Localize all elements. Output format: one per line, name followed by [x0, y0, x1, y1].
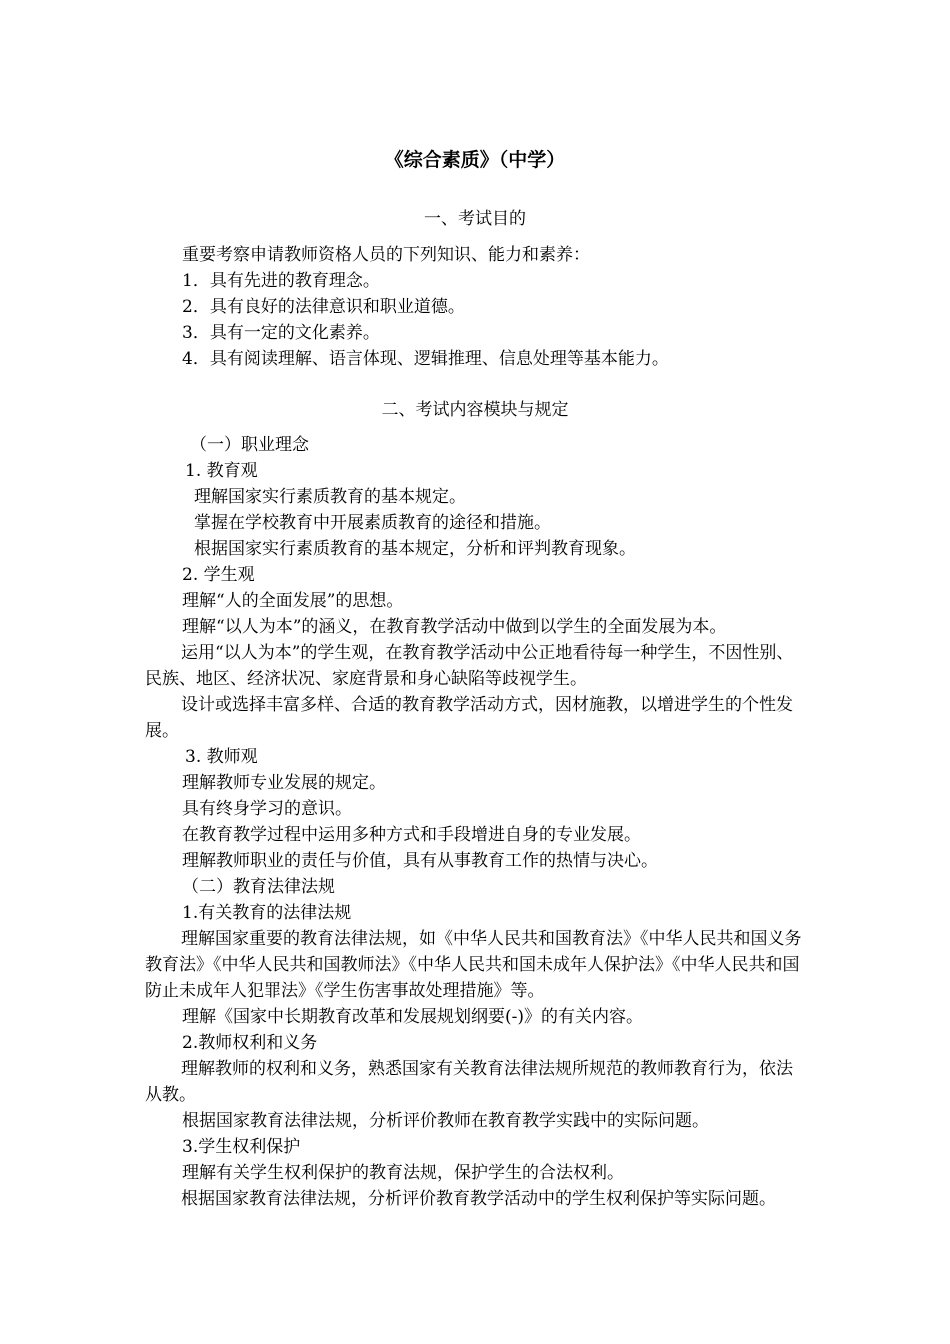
part2-sub1-paragraph-1: 理解国家重要的教育法律法规，如《中华人民共和国教育法》《中华人民共和国义务教育法》《中华人民共和国教师法》《中华人民共和国未成年人保护法》《中华人民共和国防止未成年人犯罪法》《学生伤害事故处理措施》等。 — [145, 929, 802, 1001]
part2-sub1-heading: 1.有关教育的法律法规 — [182, 903, 352, 923]
section1-item-1: 1．具有先进的教育理念。 — [182, 271, 380, 291]
part1-sub1-line-1: 理解国家实行素质教育的基本规定。 — [194, 487, 466, 507]
part1-sub2-paragraph-2: 设计或选择丰富多样、合适的教育教学活动方式，因材施教，以增进学生的个性发展。 — [145, 695, 793, 741]
part2-sub2-paragraph-1: 理解教师的权利和义务，熟悉国家有关教育法律法规所规范的教师教育行为，依法从教。 — [145, 1059, 793, 1105]
section1-intro: 重要考察申请教师资格人员的下列知识、能力和素养： — [182, 245, 590, 265]
part1-sub3-line-3: 在教育教学过程中运用多种方式和手段增进自身的专业发展。 — [182, 825, 641, 845]
part1-sub3-heading: 3. 教师观 — [185, 747, 258, 767]
part2-sub3-paragraph-2: 根据国家教育法律法规，分析评价教育教学活动中的学生权利保护等实际问题。 — [181, 1189, 776, 1209]
part1-sub3-line-1: 理解教师专业发展的规定。 — [182, 773, 386, 793]
part1-sub3-line-4: 理解教师职业的责任与价值，具有从事教育工作的热情与决心。 — [182, 851, 658, 871]
part1-sub1-line-2: 掌握在学校教育中开展素质教育的途径和措施。 — [194, 513, 551, 533]
section2-heading: 二、考试内容模块与规定 — [381, 400, 569, 420]
document-title: 《综合素质》（中学） — [384, 149, 566, 171]
section1-heading: 一、考试目的 — [424, 209, 526, 229]
part2-heading: （二）教育法律法规 — [182, 877, 335, 897]
part2-sub3-heading: 3.学生权利保护 — [182, 1137, 301, 1157]
section1-item-3: 3．具有一定的文化素养。 — [182, 323, 380, 343]
part1-sub3-line-2: 具有终身学习的意识。 — [182, 799, 352, 819]
part1-sub2-line-1: 理解“人的全面发展”的思想。 — [182, 591, 404, 611]
part1-sub2-heading: 2. 学生观 — [182, 565, 255, 585]
part2-sub3-line-1: 理解有关学生权利保护的教育法规，保护学生的合法权利。 — [182, 1163, 624, 1183]
part1-heading: （一）职业理念 — [190, 435, 309, 455]
part1-sub1-line-3: 根据国家实行素质教育的基本规定，分析和评判教育现象。 — [194, 539, 636, 559]
part1-sub2-line-2: 理解“以人为本”的涵义，在教育教学活动中做到以学生的全面发展为本。 — [182, 617, 727, 637]
section1-item-2: 2．具有良好的法律意识和职业道德。 — [182, 297, 465, 317]
part2-sub1-line-2: 理解《国家中长期教育改革和发展规划纲要(-)》的有关内容。 — [182, 1007, 644, 1027]
section1-item-4: 4．具有阅读理解、语言体现、逻辑推理、信息处理等基本能力。 — [182, 349, 669, 369]
part2-sub2-heading: 2.教师权利和义务 — [182, 1033, 318, 1053]
part1-sub2-paragraph-1: 运用“以人为本”的学生观，在教育教学活动中公正地看待每一种学生，不因性别、民族、地区、经济状况、家庭背景和身心缺陷等歧视学生。 — [145, 643, 794, 689]
part2-sub2-line-2: 根据国家教育法律法规，分析评价教师在教育教学实践中的实际问题。 — [182, 1111, 709, 1131]
part1-sub1-heading: 1. 教育观 — [185, 461, 258, 481]
